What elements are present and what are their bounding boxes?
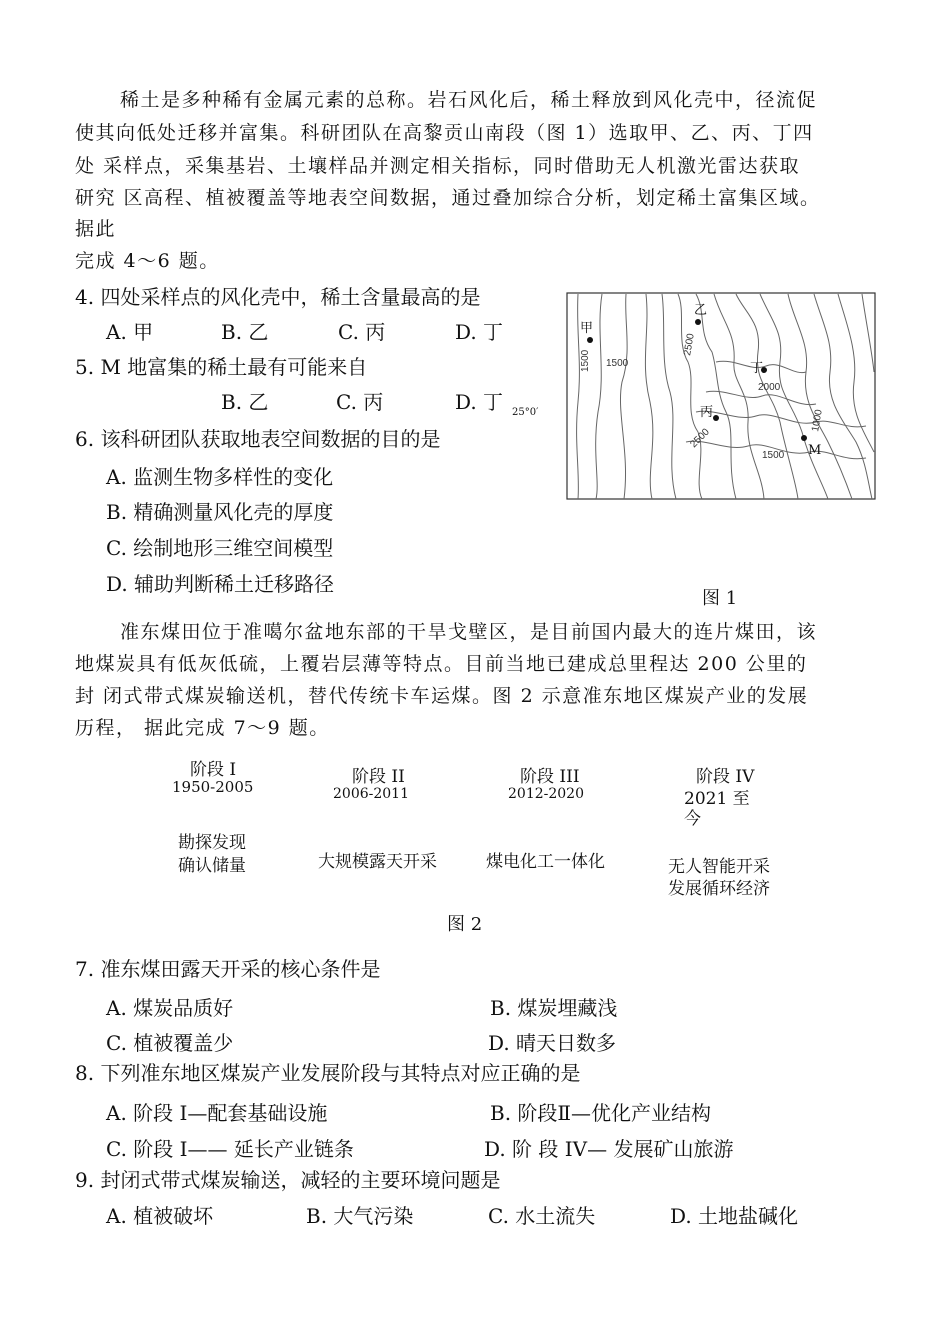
passage1-line-3: 处 采样点，采集基岩、土壤样品并测定相关指标，同时借助无人机激光雷达获取 (75, 155, 801, 177)
q9-option-d[interactable]: D. 土地盐碱化 (670, 1204, 799, 1228)
stage-4-name: 阶段 IV (696, 767, 755, 787)
q6-option-d[interactable]: D. 辅助判断稀土迁移路径 (106, 572, 335, 596)
point-label-yi: 乙 (694, 303, 708, 318)
stage-1-name: 阶段 I (190, 760, 237, 780)
sample-point-bing (713, 415, 719, 421)
point-label-bing: 丙 (700, 405, 714, 420)
passage1-line-5: 据此 (75, 218, 117, 240)
q9-option-b[interactable]: B. 大气污染 (306, 1204, 414, 1228)
point-label-m: M (808, 443, 822, 458)
sample-point-jia (587, 337, 593, 343)
stage-3-desc: 煤电化工一体化 (486, 852, 605, 872)
contour-label-2000: 2000 (758, 382, 781, 393)
q8-option-b[interactable]: B. 阶段Ⅱ—优化产业结构 (490, 1101, 712, 1125)
q9-option-c[interactable]: C. 水土流失 (488, 1204, 596, 1228)
q8-option-c[interactable]: C. 阶段 I—— 延长产业链条 (106, 1137, 354, 1161)
passage1-line-2: 使其向低处迁移并富集。科研团队在高黎贡山南段（图 1）选取甲、乙、丙、丁四 (75, 122, 814, 144)
q8-option-a[interactable]: A. 阶段 I—配套基础设施 (106, 1101, 328, 1125)
passage2-line-3: 封 闭式带式煤炭输送机，替代传统卡车运煤。图 2 示意准东地区煤炭产业的发展 (75, 685, 809, 707)
stage-2-desc: 大规模露天开采 (318, 852, 437, 872)
q5-option-c[interactable]: C. 丙 (336, 390, 384, 414)
stage-4-years-2: 今 (684, 809, 701, 829)
stage-3-years: 2012-2020 (508, 786, 584, 802)
stage-2-name: 阶段 II (352, 767, 405, 787)
stage-3-name: 阶段 III (520, 767, 580, 787)
q6-option-a[interactable]: A. 监测生物多样性的变化 (106, 465, 334, 489)
latitude-label: 25°0′ (512, 407, 539, 418)
figure-2-caption: 图 2 (447, 914, 483, 935)
q7-option-a[interactable]: A. 煤炭品质好 (106, 996, 234, 1020)
q7-option-d[interactable]: D. 晴天日数多 (488, 1031, 617, 1055)
question-5-stem: 5. M 地富集的稀土最有可能来自 (75, 355, 368, 379)
q4-option-d[interactable]: D. 丁 (455, 320, 504, 344)
contour-map-figure-1 (566, 292, 876, 500)
passage2-line-2: 地煤炭具有低灰低硫，上覆岩层薄等特点。目前当地已建成总里程达 200 公里的 (75, 653, 808, 675)
question-9-stem: 9. 封闭式带式煤炭输送，减轻的主要环境问题是 (75, 1168, 501, 1192)
q8-option-d[interactable]: D. 阶 段 IV— 发展矿山旅游 (484, 1137, 734, 1161)
q5-option-d[interactable]: D. 丁 (455, 390, 504, 414)
q7-option-c[interactable]: C. 植被覆盖少 (106, 1031, 234, 1055)
point-label-ding: 丁 (750, 361, 764, 376)
q5-option-b[interactable]: B. 乙 (221, 390, 269, 414)
q6-option-b[interactable]: B. 精确测量风化壳的厚度 (106, 500, 334, 524)
passage1-line-1: 稀土是多种稀有金属元素的总称。岩石风化后，稀土释放到风化壳中，径流促 (120, 89, 818, 111)
q4-option-a[interactable]: A. 甲 (106, 320, 154, 344)
passage1-line-6: 完成 4～6 题。 (75, 250, 220, 272)
question-7-stem: 7. 准东煤田露天开采的核心条件是 (75, 957, 381, 981)
contour-label-2500-south: 2500 (688, 426, 712, 451)
q9-option-a[interactable]: A. 植被破坏 (106, 1204, 214, 1228)
question-8-stem: 8. 下列准东地区煤炭产业发展阶段与其特点对应正确的是 (75, 1061, 581, 1085)
sample-point-m (801, 435, 807, 441)
stage-1-desc-1: 勘探发现 (178, 833, 246, 853)
stage-4-desc-2: 发展循环经济 (668, 879, 770, 899)
q7-option-b[interactable]: B. 煤炭埋藏浅 (490, 996, 618, 1020)
figure-1-caption: 图 1 (702, 588, 738, 609)
passage2-line-4: 历程， 据此完成 7～9 题。 (75, 717, 330, 739)
q6-option-c[interactable]: C. 绘制地形三维空间模型 (106, 536, 334, 560)
passage1-line-4: 研究 区高程、植被覆盖等地表空间数据，通过叠加综合分析，划定稀土富集区域。 (75, 187, 821, 209)
passage2-line-1: 准东煤田位于准噶尔盆地东部的干旱戈壁区，是目前国内最大的连片煤田，该 (120, 621, 818, 643)
point-label-jia: 甲 (580, 321, 594, 336)
sample-point-yi (695, 319, 701, 325)
contour-label-1500-west: 1500 (580, 349, 591, 372)
contour-label-2500-north: 2500 (682, 332, 697, 357)
stage-4-desc-1: 无人智能开采 (668, 857, 770, 877)
stage-2-years: 2006-2011 (333, 786, 409, 802)
question-6-stem: 6. 该科研团队获取地表空间数据的目的是 (75, 427, 441, 451)
contour-label-1500-south: 1500 (762, 450, 785, 461)
contour-label-1500-jia: 1500 (606, 358, 629, 369)
stage-1-years: 1950-2005 (172, 778, 254, 796)
contour-label-1000: 1000 (810, 408, 825, 433)
q4-option-c[interactable]: C. 丙 (338, 320, 386, 344)
question-4-stem: 4. 四处采样点的风化壳中，稀土含量最高的是 (75, 285, 481, 309)
stage-4-years: 2021 至 (684, 789, 750, 809)
q4-option-b[interactable]: B. 乙 (221, 320, 269, 344)
stage-1-desc-2: 确认储量 (178, 856, 246, 876)
